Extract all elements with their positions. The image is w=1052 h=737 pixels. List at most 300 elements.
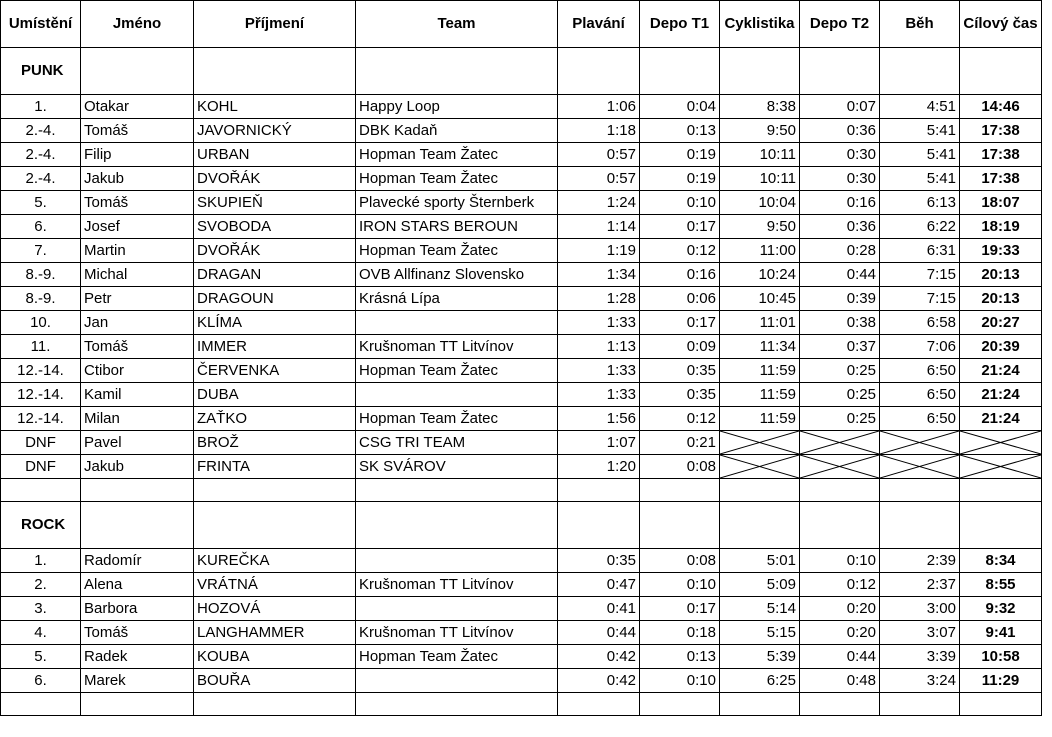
- cell-bike: 11:01: [720, 311, 800, 335]
- cell-t2: 0:37: [800, 335, 880, 359]
- empty-cell: [640, 502, 720, 549]
- cell-place: 3.: [1, 597, 81, 621]
- cell-swim: 0:42: [558, 645, 640, 669]
- cell-last-name: DVOŘÁK: [194, 239, 356, 263]
- section-title: PUNK: [1, 48, 81, 95]
- cell-team: [356, 597, 558, 621]
- cell-t2: 0:30: [800, 167, 880, 191]
- cell-bike: 8:38: [720, 95, 800, 119]
- empty-cell: [960, 502, 1042, 549]
- cell-bike: 11:00: [720, 239, 800, 263]
- cell-t2: 0:25: [800, 407, 880, 431]
- header-bike: Cyklistika: [720, 1, 800, 48]
- cell-swim: 1:18: [558, 119, 640, 143]
- table-row: [1, 621, 1042, 645]
- table-row: [1, 383, 1042, 407]
- results-body: [1, 48, 1042, 716]
- cell-run: 7:15: [880, 263, 960, 287]
- cell-t2: 0:10: [800, 549, 880, 573]
- cell-swim: 1:07: [558, 431, 640, 455]
- table-row: [1, 167, 1042, 191]
- spacer-row: [1, 693, 1042, 716]
- cell-run: 4:51: [880, 95, 960, 119]
- cell-last-name: HOZOVÁ: [194, 597, 356, 621]
- cell-first-name: Ctibor: [81, 359, 194, 383]
- cell-bike: 5:01: [720, 549, 800, 573]
- cell-last-name: URBAN: [194, 143, 356, 167]
- cell-total: 20:39: [960, 335, 1042, 359]
- cell-first-name: Radek: [81, 645, 194, 669]
- header-team: Team: [356, 1, 558, 48]
- dnf-crossed-cell: [800, 455, 880, 479]
- cell-total: 20:13: [960, 287, 1042, 311]
- section-title: ROCK: [1, 502, 81, 549]
- cell-total: 21:24: [960, 383, 1042, 407]
- dnf-cross-mark: [880, 455, 959, 478]
- cell-team: Hopman Team Žatec: [356, 359, 558, 383]
- empty-cell: [558, 48, 640, 95]
- empty-cell: [194, 48, 356, 95]
- cell-bike: 5:09: [720, 573, 800, 597]
- cell-team: Krušnoman TT Litvínov: [356, 335, 558, 359]
- dnf-crossed-cell: [880, 431, 960, 455]
- cell-run: 6:58: [880, 311, 960, 335]
- cell-t1: 0:19: [640, 167, 720, 191]
- cell-total: 17:38: [960, 119, 1042, 143]
- empty-cell: [880, 48, 960, 95]
- empty-cell: [194, 479, 356, 502]
- cell-t2: 0:16: [800, 191, 880, 215]
- header-swim: Plavání: [558, 1, 640, 48]
- cell-t1: 0:35: [640, 359, 720, 383]
- cell-first-name: Tomáš: [81, 191, 194, 215]
- cell-t2: 0:12: [800, 573, 880, 597]
- cell-swim: 1:14: [558, 215, 640, 239]
- table-row: [1, 215, 1042, 239]
- header-total: Cílový čas: [960, 1, 1042, 48]
- cell-total: 9:32: [960, 597, 1042, 621]
- cell-bike: 5:39: [720, 645, 800, 669]
- empty-cell: [356, 502, 558, 549]
- cell-t1: 0:19: [640, 143, 720, 167]
- cell-bike: 10:11: [720, 167, 800, 191]
- cell-swim: 1:13: [558, 335, 640, 359]
- cell-last-name: KLÍMA: [194, 311, 356, 335]
- cell-total: 21:24: [960, 407, 1042, 431]
- empty-cell: [640, 693, 720, 716]
- table-row: [1, 431, 1042, 455]
- cell-t1: 0:17: [640, 597, 720, 621]
- cell-run: 5:41: [880, 119, 960, 143]
- cell-t1: 0:10: [640, 573, 720, 597]
- header-run: Běh: [880, 1, 960, 48]
- cell-run: 6:13: [880, 191, 960, 215]
- cell-run: 6:31: [880, 239, 960, 263]
- cell-swim: 1:33: [558, 359, 640, 383]
- table-row: [1, 359, 1042, 383]
- cell-t2: 0:20: [800, 621, 880, 645]
- table-row: [1, 311, 1042, 335]
- cell-team: [356, 383, 558, 407]
- table-row: [1, 455, 1042, 479]
- empty-cell: [81, 479, 194, 502]
- cell-run: 7:06: [880, 335, 960, 359]
- cell-place: 1.: [1, 95, 81, 119]
- empty-cell: [960, 693, 1042, 716]
- cell-first-name: Filip: [81, 143, 194, 167]
- cell-swim: 1:06: [558, 95, 640, 119]
- cell-total: 21:24: [960, 359, 1042, 383]
- cell-t2: 0:30: [800, 143, 880, 167]
- cell-t2: 0:38: [800, 311, 880, 335]
- cell-first-name: Michal: [81, 263, 194, 287]
- cell-swim: 1:19: [558, 239, 640, 263]
- section-header-row: [1, 502, 1042, 549]
- cell-run: 5:41: [880, 143, 960, 167]
- cell-last-name: BOUŘA: [194, 669, 356, 693]
- cell-team: Krušnoman TT Litvínov: [356, 573, 558, 597]
- dnf-crossed-cell: [800, 431, 880, 455]
- cell-t1: 0:08: [640, 549, 720, 573]
- empty-cell: [558, 502, 640, 549]
- cell-place: 11.: [1, 335, 81, 359]
- empty-cell: [880, 693, 960, 716]
- cell-first-name: Milan: [81, 407, 194, 431]
- cell-bike: 10:11: [720, 143, 800, 167]
- empty-cell: [81, 502, 194, 549]
- cell-place: 8.-9.: [1, 287, 81, 311]
- cell-place: 4.: [1, 621, 81, 645]
- cell-run: 2:39: [880, 549, 960, 573]
- table-row: [1, 335, 1042, 359]
- cell-place: 10.: [1, 311, 81, 335]
- cell-first-name: Radomír: [81, 549, 194, 573]
- table-row: [1, 645, 1042, 669]
- empty-cell: [880, 502, 960, 549]
- cell-total: 8:55: [960, 573, 1042, 597]
- cell-last-name: DUBA: [194, 383, 356, 407]
- empty-cell: [800, 48, 880, 95]
- cell-team: Hopman Team Žatec: [356, 645, 558, 669]
- cell-total: 17:38: [960, 143, 1042, 167]
- cell-first-name: Tomáš: [81, 621, 194, 645]
- cell-t2: 0:36: [800, 215, 880, 239]
- cell-last-name: KOUBA: [194, 645, 356, 669]
- dnf-cross-mark: [960, 431, 1041, 454]
- cell-team: Hopman Team Žatec: [356, 407, 558, 431]
- dnf-cross-mark: [880, 431, 959, 454]
- spacer-row: [1, 479, 1042, 502]
- empty-cell: [558, 479, 640, 502]
- cell-last-name: KUREČKA: [194, 549, 356, 573]
- cell-team: Plavecké sporty Šternberk: [356, 191, 558, 215]
- cell-team: DBK Kadaň: [356, 119, 558, 143]
- cell-team: IRON STARS BEROUN: [356, 215, 558, 239]
- empty-cell: [194, 693, 356, 716]
- cell-run: 6:50: [880, 407, 960, 431]
- cell-place: DNF: [1, 455, 81, 479]
- dnf-crossed-cell: [960, 455, 1042, 479]
- table-row: [1, 407, 1042, 431]
- cell-first-name: Pavel: [81, 431, 194, 455]
- cell-last-name: BROŽ: [194, 431, 356, 455]
- cell-first-name: Tomáš: [81, 335, 194, 359]
- empty-cell: [800, 479, 880, 502]
- dnf-cross-mark: [960, 455, 1041, 478]
- cell-run: 2:37: [880, 573, 960, 597]
- empty-cell: [356, 48, 558, 95]
- cell-t2: 0:48: [800, 669, 880, 693]
- cell-run: 6:50: [880, 383, 960, 407]
- cell-run: 5:41: [880, 167, 960, 191]
- empty-cell: [1, 693, 81, 716]
- empty-cell: [1, 479, 81, 502]
- cell-team: Happy Loop: [356, 95, 558, 119]
- cell-t2: 0:44: [800, 645, 880, 669]
- table-row: [1, 95, 1042, 119]
- table-row: [1, 239, 1042, 263]
- cell-first-name: Josef: [81, 215, 194, 239]
- cell-place: 6.: [1, 669, 81, 693]
- dnf-crossed-cell: [720, 431, 800, 455]
- empty-cell: [960, 479, 1042, 502]
- cell-team: CSG TRI TEAM: [356, 431, 558, 455]
- cell-t1: 0:08: [640, 455, 720, 479]
- cell-t1: 0:18: [640, 621, 720, 645]
- cell-total: 8:34: [960, 549, 1042, 573]
- cell-total: 14:46: [960, 95, 1042, 119]
- cell-team: OVB Allfinanz Slovensko: [356, 263, 558, 287]
- table-row: [1, 573, 1042, 597]
- cell-first-name: Martin: [81, 239, 194, 263]
- cell-team: [356, 549, 558, 573]
- cell-bike: 11:59: [720, 359, 800, 383]
- cell-total: 18:07: [960, 191, 1042, 215]
- cell-last-name: ZAŤKO: [194, 407, 356, 431]
- empty-cell: [640, 479, 720, 502]
- cell-swim: 1:24: [558, 191, 640, 215]
- cell-team: Hopman Team Žatec: [356, 143, 558, 167]
- cell-swim: 0:41: [558, 597, 640, 621]
- cell-bike: 10:24: [720, 263, 800, 287]
- cell-place: 12.-14.: [1, 383, 81, 407]
- cell-last-name: LANGHAMMER: [194, 621, 356, 645]
- cell-last-name: KOHL: [194, 95, 356, 119]
- cell-team: Hopman Team Žatec: [356, 239, 558, 263]
- cell-t1: 0:17: [640, 311, 720, 335]
- cell-place: 2.-4.: [1, 167, 81, 191]
- cell-place: 5.: [1, 191, 81, 215]
- header-row: [1, 1, 1042, 48]
- cell-place: 5.: [1, 645, 81, 669]
- dnf-cross-mark: [800, 431, 879, 454]
- dnf-cross-mark: [800, 455, 879, 478]
- cell-t2: 0:36: [800, 119, 880, 143]
- cell-swim: 1:33: [558, 311, 640, 335]
- cell-first-name: Otakar: [81, 95, 194, 119]
- cell-bike: 9:50: [720, 215, 800, 239]
- cell-team: [356, 311, 558, 335]
- cell-t1: 0:09: [640, 335, 720, 359]
- section-header-row: [1, 48, 1042, 95]
- cell-swim: 0:44: [558, 621, 640, 645]
- cell-run: 6:50: [880, 359, 960, 383]
- table-row: [1, 263, 1042, 287]
- cell-first-name: Petr: [81, 287, 194, 311]
- header-first-name: Jméno: [81, 1, 194, 48]
- cell-team: Krušnoman TT Litvínov: [356, 621, 558, 645]
- cell-place: 8.-9.: [1, 263, 81, 287]
- dnf-cross-mark: [720, 455, 799, 478]
- cell-t1: 0:21: [640, 431, 720, 455]
- empty-cell: [800, 693, 880, 716]
- cell-last-name: FRINTA: [194, 455, 356, 479]
- cell-last-name: DVOŘÁK: [194, 167, 356, 191]
- cell-total: 11:29: [960, 669, 1042, 693]
- empty-cell: [800, 502, 880, 549]
- cell-swim: 1:33: [558, 383, 640, 407]
- cell-first-name: Jakub: [81, 167, 194, 191]
- cell-t2: 0:44: [800, 263, 880, 287]
- cell-place: 2.-4.: [1, 143, 81, 167]
- cell-place: DNF: [1, 431, 81, 455]
- empty-cell: [194, 502, 356, 549]
- table-row: [1, 549, 1042, 573]
- cell-t2: 0:28: [800, 239, 880, 263]
- cell-first-name: Barbora: [81, 597, 194, 621]
- table-row: [1, 669, 1042, 693]
- cell-first-name: Tomáš: [81, 119, 194, 143]
- cell-last-name: DRAGOUN: [194, 287, 356, 311]
- cell-total: 17:38: [960, 167, 1042, 191]
- cell-bike: 11:59: [720, 407, 800, 431]
- cell-bike: 5:14: [720, 597, 800, 621]
- cell-swim: 0:57: [558, 167, 640, 191]
- cell-total: 20:13: [960, 263, 1042, 287]
- cell-run: 3:24: [880, 669, 960, 693]
- cell-t1: 0:04: [640, 95, 720, 119]
- empty-cell: [558, 693, 640, 716]
- cell-swim: 1:56: [558, 407, 640, 431]
- header-last-name: Příjmení: [194, 1, 356, 48]
- cell-first-name: Kamil: [81, 383, 194, 407]
- cell-t1: 0:10: [640, 191, 720, 215]
- cell-swim: 0:47: [558, 573, 640, 597]
- cell-run: 3:07: [880, 621, 960, 645]
- cell-last-name: DRAGAN: [194, 263, 356, 287]
- cell-swim: 1:34: [558, 263, 640, 287]
- cell-first-name: Alena: [81, 573, 194, 597]
- cell-bike: 6:25: [720, 669, 800, 693]
- table-row: [1, 191, 1042, 215]
- dnf-cross-mark: [720, 431, 799, 454]
- cell-team: [356, 669, 558, 693]
- cell-swim: 1:20: [558, 455, 640, 479]
- cell-place: 7.: [1, 239, 81, 263]
- cell-t1: 0:16: [640, 263, 720, 287]
- cell-t1: 0:06: [640, 287, 720, 311]
- cell-place: 6.: [1, 215, 81, 239]
- cell-first-name: Jakub: [81, 455, 194, 479]
- cell-first-name: Marek: [81, 669, 194, 693]
- table-row: [1, 597, 1042, 621]
- cell-last-name: ČERVENKA: [194, 359, 356, 383]
- cell-last-name: SVOBODA: [194, 215, 356, 239]
- header-t2: Depo T2: [800, 1, 880, 48]
- cell-t1: 0:35: [640, 383, 720, 407]
- cell-total: 10:58: [960, 645, 1042, 669]
- cell-bike: 5:15: [720, 621, 800, 645]
- cell-team: SK SVÁROV: [356, 455, 558, 479]
- cell-run: 6:22: [880, 215, 960, 239]
- empty-cell: [356, 479, 558, 502]
- cell-bike: 11:34: [720, 335, 800, 359]
- cell-total: 19:33: [960, 239, 1042, 263]
- cell-t1: 0:13: [640, 645, 720, 669]
- cell-run: 3:39: [880, 645, 960, 669]
- cell-last-name: SKUPIEŇ: [194, 191, 356, 215]
- cell-t1: 0:10: [640, 669, 720, 693]
- header-place: Umístění: [1, 1, 81, 48]
- cell-t2: 0:39: [800, 287, 880, 311]
- cell-t1: 0:13: [640, 119, 720, 143]
- cell-swim: 0:42: [558, 669, 640, 693]
- dnf-crossed-cell: [720, 455, 800, 479]
- cell-total: 20:27: [960, 311, 1042, 335]
- empty-cell: [720, 479, 800, 502]
- cell-run: 7:15: [880, 287, 960, 311]
- cell-swim: 1:28: [558, 287, 640, 311]
- cell-total: 18:19: [960, 215, 1042, 239]
- cell-team: Krásná Lípa: [356, 287, 558, 311]
- cell-swim: 0:57: [558, 143, 640, 167]
- cell-last-name: IMMER: [194, 335, 356, 359]
- empty-cell: [720, 693, 800, 716]
- cell-t2: 0:07: [800, 95, 880, 119]
- cell-total: 9:41: [960, 621, 1042, 645]
- table-row: [1, 143, 1042, 167]
- cell-place: 12.-14.: [1, 359, 81, 383]
- cell-first-name: Jan: [81, 311, 194, 335]
- cell-t1: 0:17: [640, 215, 720, 239]
- empty-cell: [880, 479, 960, 502]
- cell-bike: 10:45: [720, 287, 800, 311]
- cell-bike: 9:50: [720, 119, 800, 143]
- empty-cell: [356, 693, 558, 716]
- empty-cell: [81, 693, 194, 716]
- cell-place: 2.: [1, 573, 81, 597]
- cell-t2: 0:25: [800, 359, 880, 383]
- empty-cell: [720, 48, 800, 95]
- cell-place: 12.-14.: [1, 407, 81, 431]
- cell-bike: 10:04: [720, 191, 800, 215]
- cell-last-name: VRÁTNÁ: [194, 573, 356, 597]
- empty-cell: [640, 48, 720, 95]
- cell-run: 3:00: [880, 597, 960, 621]
- empty-cell: [720, 502, 800, 549]
- cell-place: 1.: [1, 549, 81, 573]
- dnf-crossed-cell: [960, 431, 1042, 455]
- cell-last-name: JAVORNICKÝ: [194, 119, 356, 143]
- table-row: [1, 287, 1042, 311]
- empty-cell: [81, 48, 194, 95]
- cell-t2: 0:25: [800, 383, 880, 407]
- cell-swim: 0:35: [558, 549, 640, 573]
- header-t1: Depo T1: [640, 1, 720, 48]
- cell-t1: 0:12: [640, 407, 720, 431]
- empty-cell: [960, 48, 1042, 95]
- cell-place: 2.-4.: [1, 119, 81, 143]
